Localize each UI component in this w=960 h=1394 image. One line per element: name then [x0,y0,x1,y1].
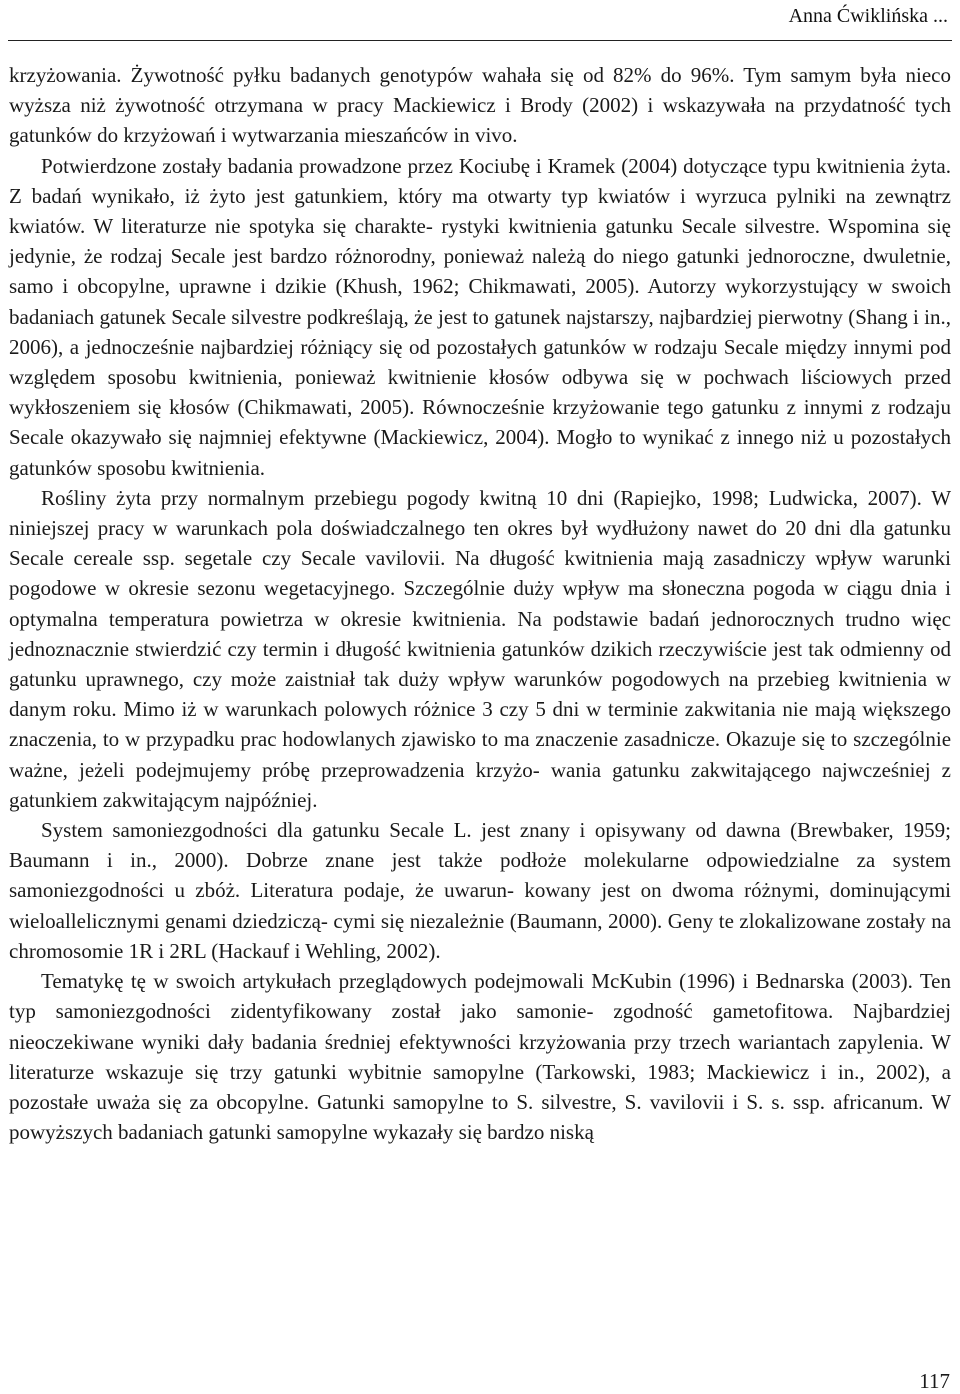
page-number: 117 [919,1369,950,1393]
paragraph-3: Rośliny żyta przy normalnym przebiegu pogody kwitną 10 dni (Rapiejko, 1998; Ludwicka, 2007). W niniejszej pracy w warunkach pola doświadczalnego ten okres był wydłużony nawet do 20 dni dla gatunku Secale cereale ssp. segetale czy Secale vavilovii. Na długość kwitnienia mają zasadniczy wpływ warunki pogodowe w okresie sezonu wegetacyjnego. Szczególnie duży wpływ ma słoneczna pogoda w ciągu dnia i optymalna temperatura powietrza w okresie kwitnienia. Na podstawie badań jednorocznych trudno więc jednoznacznie stwierdzić czy termin i długość kwitnienia gatunków dzikich rzeczywiście jest tak odmienny od gatunku uprawnego, czy może zaistniał tak duży wpływ warunków pogodowych na przebieg kwitnienia w danym roku. Mimo iż w warunkach polowych różnice 3 czy 5 dni w terminie zakwitania nie mają większego znaczenia, to w przypadku prac hodowlanych zjawisko to ma znaczenie zasadnicze. Okazuje się to szczególnie ważne, jeżeli podejmujemy próbę przeprowadzenia krzyżo- wania gatunku zakwitającego najwcześniej z gatunkiem zakwitającym najpóźniej. [9,485,952,812]
body-text [9,60,951,1147]
paragraph-1: krzyżowania. Żywotność pyłku badanych genotypów wahała się od 82% do 96%. Tym samym była nieco wyższa niż żywotność otrzymana w pracy Mackiewicz i Brody (2002) i wskazywała na przydatność tych gatunków do krzyżowań i wytwarzania mieszańców in vivo. [9,63,952,148]
paragraph-4: System samoniezgodności dla gatunku Secale L. jest znany i opisywany od dawna (Brewbaker, 1959; Baumann i in., 2000). Dobrze znane jest także podłoże molekularne odpowiedzialne za system samoniezgodności u zbóż. Literatura podaje, że uwarun- kowany jest on dwoma różnymi, dominującymi wieloallelicznymi genami dziedziczą- cymi się niezależnie (Baumann, 2000). Geny te zlokalizowane zostały na chromosomie 1R i 2RL (Hackauf i Wehling, 2002). [9,818,952,963]
running-header: Anna Ćwiklińska ... [788,5,948,27]
header-divider [8,40,952,41]
paragraph-2: Potwierdzone zostały badania prowadzone przez Kociubę i Kramek (2004) dotyczące typu kwitnienia żyta. Z badań wynikało, iż żyto jest gatunkiem, który ma otwarty typ kwiatów i wyrzuca pylniki na zewnątrz kwiatów. W literaturze nie spotyka się charakte- rystyki kwitnienia gatunku Secale silvestre. Wspomina się jedynie, że rodzaj Secale jest bardzo różnorodny, ponieważ należą do niego gatunki jednoroczne, dwuletnie, samo i obcopylne, uprawne i dzikie (Khush, 1962; Chikmawati, 2005). Autorzy wykorzystujący w swoich badaniach gatunek Secale silvestre podkreślają, że jest to gatunek najstarszy, najbardziej pierwotny (Shang i in., 2006), a jednocześnie najbardziej różniący się od pozostałych gatunków w rodzaju Secale między innymi pod względem sposobu kwitnienia, ponieważ kwitnienie kłosów odbywa się w pochwach liściowych przed wykłoszeniem się kłosów (Chikmawati, 2005). Równocześnie krzyżowanie tego gatunku z innymi z rodzaju Secale okazywało się najmniej efektywne (Mackiewicz, 2004). Mogło to wynikać z innego niż u pozostałych gatunków sposobu kwitnienia. [9,153,952,480]
paragraph-5: Tematykę tę w swoich artykułach przeglądowych podejmowali McKubin (1996) i Bednarska (2003). Ten typ samoniezgodności zidentyfikowany został jako samonie- zgodność gametofitowa. Najbardziej nieoczekiwane wyniki dały badania średniej efektywności krzyżowania przy trzech wariantach zapylenia. W literaturze wskazuje się trzy gatunki wybitnie samopylne (Tarkowski, 1983; Mackiewicz i in., 2002), a pozostałe uważa się za obcopylne. Gatunki samopylne to S. silvestre, S. vavilovii i S. s. ssp. africanum. W powyższych badaniach gatunki samopylne wykazały się bardzo niską [9,969,952,1145]
